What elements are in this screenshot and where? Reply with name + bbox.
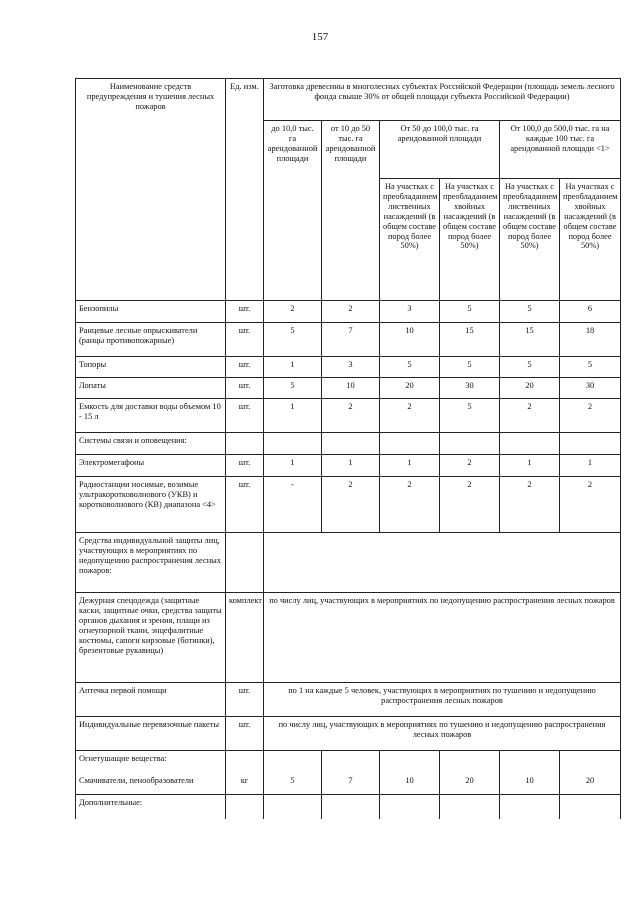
row-value: 2 (380, 477, 440, 533)
row-name: Индивидуальные перевязочные пакеты (76, 717, 226, 751)
row-unit: комплект (226, 593, 264, 683)
row-value: 20 (380, 378, 440, 399)
row-value: 2 (500, 477, 560, 533)
row-merged-value: по числу лиц, участвующих в мероприятиях по тушению и недопущению распространения лесных пожаров (264, 717, 621, 751)
row-value: 2 (322, 477, 380, 533)
row-value: 7 (322, 323, 380, 357)
row-value: 20 (560, 773, 621, 795)
row-unit: шт. (226, 378, 264, 399)
row-unit: шт. (226, 717, 264, 751)
header-50to100-cell: От 50 до 100,0 тыс. га арендованной площади (380, 121, 500, 179)
row-value: 15 (500, 323, 560, 357)
row-value: 5 (440, 399, 500, 433)
row-value: 2 (322, 301, 380, 323)
row-unit: шт. (226, 357, 264, 378)
row-value: 6 (560, 301, 621, 323)
row-value: 1 (264, 357, 322, 378)
row-unit: шт. (226, 455, 264, 477)
row-name: Топоры (76, 357, 226, 378)
row-value: 2 (322, 399, 380, 433)
header-100to500-cell: От 100,0 до 500,0 тыс. га на каждые 100 тыс. га арендованной площади <1> (500, 121, 621, 179)
row-value: 2 (440, 455, 500, 477)
row-value: 1 (560, 455, 621, 477)
row-value: 7 (322, 773, 380, 795)
row-name: Бензопилы (76, 301, 226, 323)
row-value: 2 (500, 399, 560, 433)
row-name: Радиостанции носимые, возимые ультракоротковолнового (УКВ) и коротковолнового (КВ) диапазона <4> (76, 477, 226, 533)
row-chainsaws (76, 301, 621, 323)
row-value: 3 (322, 357, 380, 378)
row-unit: шт. (226, 683, 264, 717)
row-name: Дополнительные: (76, 795, 226, 819)
row-value: 2 (380, 399, 440, 433)
row-value: 5 (264, 773, 322, 795)
row-unit: шт. (226, 477, 264, 533)
row-name: Аптечка первой помощи (76, 683, 226, 717)
row-wetting-agents (76, 773, 621, 795)
row-comms-header (76, 433, 621, 455)
row-merged-value: по 1 на каждые 5 человек, участвующих в мероприятиях по тушению и недопущению распространения лесных пожаров (264, 683, 621, 717)
row-value: 5 (440, 301, 500, 323)
row-unit: шт. (226, 399, 264, 433)
row-name: Лопаты (76, 378, 226, 399)
row-additional-header (76, 795, 621, 819)
row-value: 20 (500, 378, 560, 399)
row-name: Ранцевые лесные опрыскиватели (ранцы противопожарные) (76, 323, 226, 357)
header-group-cell: Заготовка древесины в многолесных субъектах Российской Федерации (площадь земель лесного фонда свыше 30% от общей площади субъекта Российской Федерации) (264, 79, 621, 121)
header-conifer-b-cell: На участках с преобладанием хвойных насаждений (в общем составе пород более 50%) (560, 179, 621, 301)
row-value: 10 (322, 378, 380, 399)
row-value: 1 (322, 455, 380, 477)
row-value: 5 (380, 357, 440, 378)
row-name: Системы связи и оповещения: (76, 433, 226, 455)
row-unit (226, 533, 264, 593)
row-name: Электромегафоны (76, 455, 226, 477)
row-ppe-header (76, 533, 621, 593)
row-name: Дежурная спецодежда (защитные каски, защитные очки, средства защиты органов дыхания и зрения, плащи из огнеупорной ткани, энцефалитные костюмы, сапоги кирзовые (ботинки), брезентовые рукавицы) (76, 593, 226, 683)
row-value: 2 (264, 301, 322, 323)
row-value: 1 (500, 455, 560, 477)
row-extinguishing-header (76, 751, 621, 773)
header-name-cell: Наименование средств предупреждения и тушения лесных пожаров (76, 79, 226, 301)
row-megaphones (76, 455, 621, 477)
row-value: 2 (560, 477, 621, 533)
row-name: Огнетушащие вещества: (76, 751, 226, 773)
row-value: - (264, 477, 322, 533)
row-value: 20 (440, 773, 500, 795)
row-value: 5 (440, 357, 500, 378)
row-merged-value: по числу лиц, участвующих в мероприятиях по недопущению распространения лесных пожаров (264, 593, 621, 683)
row-value: 5 (500, 301, 560, 323)
row-workwear (76, 593, 621, 683)
row-value: 1 (264, 399, 322, 433)
row-value: 3 (380, 301, 440, 323)
row-value: 5 (264, 378, 322, 399)
row-value: 5 (560, 357, 621, 378)
row-value: 5 (264, 323, 322, 357)
row-name: Емкость для доставки воды объемом 10 - 15 л (76, 399, 226, 433)
row-value: 18 (560, 323, 621, 357)
row-name: Средства индивидуальной защиты лиц, участвующих в мероприятиях по недопущению распространения лесных пожаров: (76, 533, 226, 593)
row-unit (226, 433, 264, 455)
row-value: 10 (500, 773, 560, 795)
row-value: 5 (500, 357, 560, 378)
header-10to50-cell: от 10 до 50 тыс. га арендованной площади (322, 121, 380, 301)
header-upto10-cell: до 10,0 тыс. га арендованной площади (264, 121, 322, 301)
header-row-1 (76, 79, 621, 121)
row-value: 1 (380, 455, 440, 477)
row-shovels (76, 378, 621, 399)
page-number: 157 (311, 31, 329, 43)
header-broadleaf-b-cell: На участках с преобладанием лиственных насаждений (в общем составе пород более 50%) (500, 179, 560, 301)
row-value: 15 (440, 323, 500, 357)
row-sprayers (76, 323, 621, 357)
row-value: 2 (560, 399, 621, 433)
row-axes (76, 357, 621, 378)
row-radios (76, 477, 621, 533)
row-first-aid (76, 683, 621, 717)
row-unit: кг (226, 773, 264, 795)
row-value: 10 (380, 323, 440, 357)
row-water-tank (76, 399, 621, 433)
row-unit: шт. (226, 301, 264, 323)
row-dressing (76, 717, 621, 751)
header-broadleaf-a-cell: На участках с преобладанием лиственных насаждений (в общем составе пород более 50%) (380, 179, 440, 301)
row-unit: шт. (226, 323, 264, 357)
row-name: Смачиватели, пенообразователи (76, 773, 226, 795)
row-value: 1 (264, 455, 322, 477)
row-value: 2 (440, 477, 500, 533)
header-conifer-a-cell: На участках с преобладанием хвойных насаждений (в общем составе пород более 50%) (440, 179, 500, 301)
fire-equipment-norms-table (75, 78, 621, 819)
row-value: 30 (560, 378, 621, 399)
header-unit-cell: Ед. изм. (226, 79, 264, 301)
row-value: 30 (440, 378, 500, 399)
row-value: 10 (380, 773, 440, 795)
